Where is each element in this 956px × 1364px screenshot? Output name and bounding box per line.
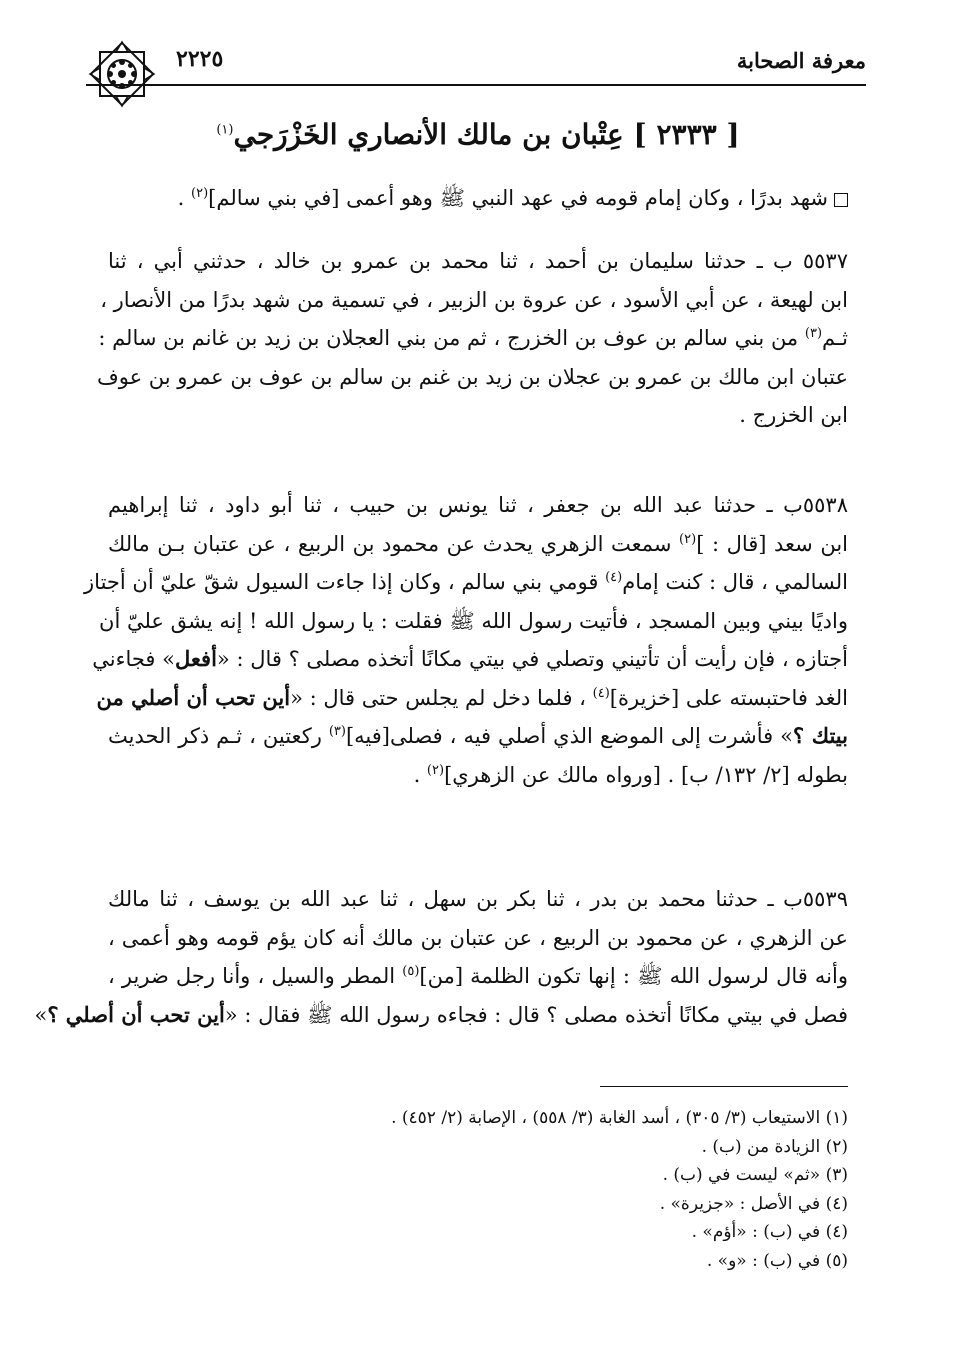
hadith-5537 (96, 242, 848, 435)
footnote: (٣) «ثم» ليست في (ب) . (662, 1165, 848, 1185)
hadith-5539 (34, 880, 848, 1034)
footnote-ref: (١) (216, 122, 234, 138)
header-rule (86, 84, 866, 86)
prophetic-quote: أين تحب أن أصلي ؟ (47, 1001, 225, 1027)
text-line (108, 756, 848, 795)
line-text: من بني سالم بن عوف بن الخزرج ، ثم من بني العجلان بن زيد بن غانم بن سالم : (98, 326, 799, 350)
line-text: السالمي ، قال : كنت إمام (622, 570, 848, 594)
footnote-ref: (٤) (605, 570, 623, 585)
line-text: ، فلما دخل لم يجلس حتى قال : « (290, 685, 593, 710)
text-line (84, 563, 848, 602)
footnote: (١) الاستيعاب (٣/ ٣٠٥) ، أسد الغابة (٣/ ٥٥٨) ، الإصابة (٢/ ٤٥٢) . (391, 1108, 848, 1128)
footnote-ref: (٤) (592, 685, 610, 701)
footnotes (300, 1104, 848, 1275)
footnote-ref: (٢) (679, 531, 697, 547)
line-text: أجتازه ، فإن رأيت أن تأتيني وتصلي في بيتي مكانًا أتخذه مصلى ؟ قال : « (216, 647, 848, 671)
line-text: » فأشرت إلى الموضع الذي أصلي فيه ، فصلى[فيه] (345, 724, 793, 748)
line-prefix: ثـم (822, 326, 848, 350)
footnote-ref: (٣) (328, 724, 346, 739)
line-text: . (413, 762, 427, 787)
text-line: ابن لهيعة ، عن أبي الأسود ، عن عروة بن الزبير ، في تسمية من شهد بدرًا من الأنصار ، (100, 287, 848, 312)
line-text: قومي بني سالم ، وكان إذا جاءت السيول شقّ عليّ أن أجتاز (84, 570, 606, 594)
square-bullet-icon (834, 193, 848, 207)
line-text: الغد فاحتبسته على [خزيرة] (609, 685, 848, 710)
line-text: بطوله [٢/ ١٣٢/ ب] . [ورواه مالك عن الزهري] (444, 762, 848, 787)
prophetic-quote: بيتك ؟ (793, 723, 848, 748)
line-text: » فجاءني (92, 647, 175, 671)
text-line (96, 679, 848, 718)
text-line (108, 525, 848, 564)
line-text: ابن سعد [قال : ] (696, 531, 848, 556)
text-line: ٥٥٣٧ ب ـ حدثنا سليمان بن أحمد ، ثنا محمد بن عمرو بن خالد ، حدثني أبي ، ثنا (108, 249, 848, 273)
text-line (98, 319, 848, 358)
running-header (86, 40, 866, 84)
intro-text: شهد بدرًا ، وكان إمام قومه في عهد النبي ﷺ وهو أعمى [في بني سالم] (208, 186, 828, 210)
text-line: ٥٥٣٩ب ـ حدثنا محمد بن بدر ، ثنا بكر بن سهل ، ثنا عبد الله بن يوسف ، ثنا مالك (108, 887, 848, 911)
line-text: ركعتين ، ثـم ذكر الحديث (108, 724, 329, 748)
footnote: (٤) في الأصل : «جزيرة» . (659, 1193, 848, 1214)
prophetic-quote: أفعل (175, 646, 217, 671)
page-number: ٢٢٢٥ (176, 46, 224, 72)
intro-end: . (177, 186, 192, 210)
footnote-ref: (٥) (402, 964, 420, 979)
text-line: واديًا بيني وبين المسجد ، فأتيت رسول الله ﷺ فقلت : يا رسول الله ! إنه يشق عليّ أن (99, 608, 848, 633)
line-text: سمعت الزهري يحدث عن محمود بن الربيع ، عن عتبان بـن مالك (108, 531, 680, 556)
octagram-ornament-icon (86, 38, 158, 110)
text-line: ٥٥٣٨ب ـ حدثنا عبد الله بن جعفر ، ثنا يونس بن حبيب ، ثنا أبو داود ، ثنا إبراهيم (108, 493, 848, 517)
chapter-title-text: [ ٢٣٣٣ ] عِتْبان بن مالك الأنصاري الخَزْرَجي (233, 118, 740, 151)
prophetic-quote: أين تحب أن أصلي من (96, 684, 291, 710)
footnote-rule (600, 1086, 848, 1087)
text-line: ابن الخزرج . (739, 403, 848, 427)
line-text: فصل في بيتي مكانًا أتخذه مصلى ؟ قال : فجاءه رسول الله ﷺ فقال : « (224, 1002, 848, 1027)
hadith-5538 (84, 486, 848, 794)
footnote: (٥) في (ب) : «و» . (706, 1250, 848, 1271)
text-line (108, 957, 848, 996)
text-line: عتبان ابن مالك بن عمرو بن عجلان بن زيد بن غنم بن سالم بن عوف بن عمرو بن عوف (96, 364, 848, 389)
chapter-title (120, 118, 836, 151)
footnote: (٢) الزيادة من (ب) . (701, 1136, 848, 1157)
text-line (92, 640, 848, 679)
text-line (34, 996, 848, 1035)
text-line: عن الزهري ، عن محمود بن الربيع ، عن عتبان بن مالك أنه كان يؤم قومه وهو أعمى ، (108, 925, 848, 950)
line-text: وأنه قال لرسول الله ﷺ : إنها تكون الظلمة [من] (419, 964, 848, 988)
line-text: المطر والسيل ، وأنا رجل ضرير ، (108, 964, 403, 988)
footnote-ref: (٣) (804, 326, 823, 341)
footnote-ref: (٢) (426, 762, 445, 778)
intro-paragraph (108, 178, 848, 218)
running-title: معرفة الصحابة (736, 48, 866, 73)
text-line (108, 717, 848, 756)
footnote: (٤) في (ب) : «أؤم» . (691, 1222, 848, 1242)
line-text: » (34, 1002, 48, 1027)
footnote-ref: (٢) (191, 186, 209, 201)
